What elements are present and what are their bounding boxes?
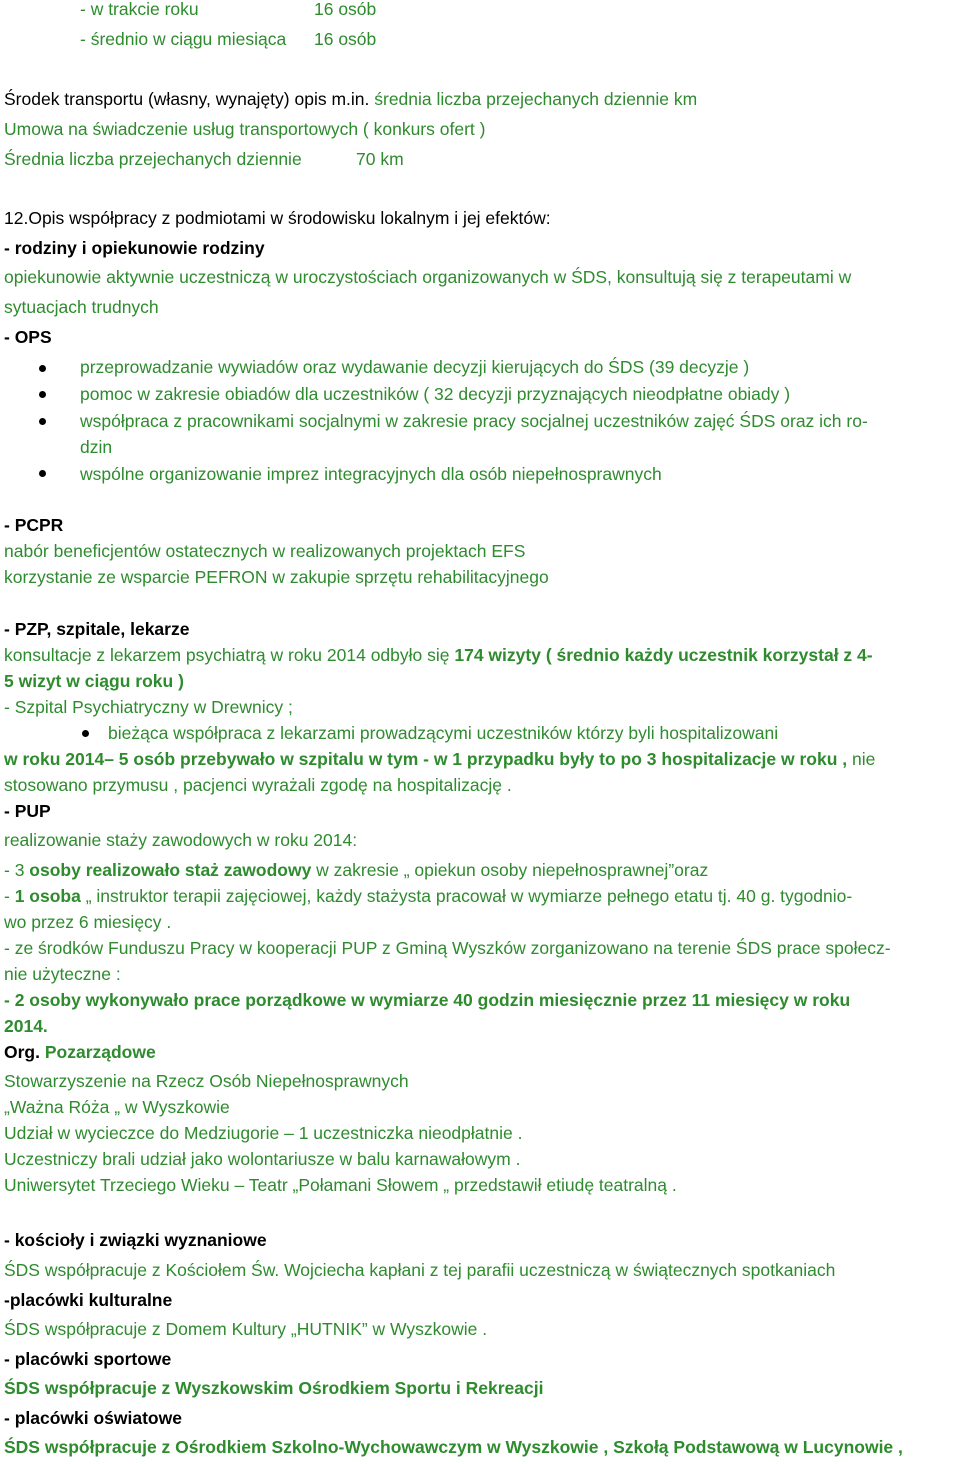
- transport-line-1: Środek transportu (własny, wynajęty) opis m.in. średnia liczba przejechanych dziennie km: [4, 89, 698, 109]
- org-heading: Org. Pozarządowe: [4, 1042, 156, 1062]
- sport-line-1: ŚDS współpracuje z Wyszkowskim Ośrodkiem Sportu i Rekreacji: [4, 1378, 544, 1398]
- year-count-value: 16 osób: [314, 0, 377, 19]
- org-line-5: Uniwersytet Trzeciego Wieku – Teatr „Połamani Słowem „ przedstawił etiudę teatralną .: [4, 1175, 677, 1195]
- bullet-icon: [82, 730, 89, 737]
- pzp-heading: - PZP, szpitale, lekarze: [4, 619, 190, 639]
- monthly-count-label: - średnio w ciągu miesiąca: [80, 29, 287, 49]
- org-line-3: Udział w wycieczce do Medziugorie – 1 uczestniczka nieodpłatnie .: [4, 1123, 523, 1143]
- pup-line-4: wo przez 6 miesięcy .: [4, 912, 172, 932]
- bullet-icon: [39, 391, 46, 398]
- year-count-label: - w trakcie roku: [80, 0, 199, 19]
- pzp-line-3: - Szpital Psychiatryczny w Drewnicy ;: [4, 697, 293, 717]
- ops-item: współpraca z pracownikami socjalnymi w zakresie pracy socjalnej uczestników zajęć ŚDS oraz ich ro-: [80, 411, 868, 431]
- org-line-4: Uczestniczy brali udział jako wolontariusze w balu karnawałowym .: [4, 1149, 521, 1169]
- transport-line-3-value: 70 km: [356, 149, 404, 169]
- bullet-icon: [39, 365, 46, 372]
- pzp-line-5: w roku 2014– 5 osób przebywało w szpitalu w tym - w 1 przypadku były to po 3 hospitalizacje w roku , nie: [4, 749, 876, 769]
- ops-item: pomoc w zakresie obiadów dla uczestników ( 32 decyzji przyznających nieodpłatne obiady ): [80, 384, 791, 404]
- bullet-icon: [39, 470, 46, 477]
- pcpr-line-2: korzystanie ze wsparcie PEFRON w zakupie sprzętu rehabilitacyjnego: [4, 567, 549, 587]
- pzp-line-4: bieżąca współpraca z lekarzami prowadzącymi uczestników którzy byli hospitalizowani: [108, 723, 779, 743]
- pup-line-1: realizowanie staży zawodowych w roku 2014:: [4, 830, 358, 850]
- pzp-line-6: stosowano przymusu , pacjenci wyrażali zgodę na hospitalizację .: [4, 775, 512, 795]
- pup-line-6: nie użyteczne :: [4, 964, 121, 984]
- org-line-2: „Ważna Róża „ w Wyszkowie: [4, 1097, 230, 1117]
- culture-line-1: ŚDS współpracuje z Domem Kultury „HUTNIK” w Wyszkowie .: [4, 1319, 488, 1339]
- families-text-2: sytuacjach trudnych: [4, 297, 159, 317]
- pup-line-2: - 3 osoby realizowało staż zawodowy w zakresie „ opiekun osoby niepełnosprawnej”oraz: [4, 860, 709, 880]
- families-text-1: opiekunowie aktywnie uczestniczą w uroczystościach organizowanych w ŚDS, konsultują się z terapeutami w: [4, 267, 852, 287]
- pup-line-7: - 2 osoby wykonywało prace porządkowe w wymiarze 40 godzin miesięcznie przez 11 miesięcy w roku: [4, 990, 851, 1010]
- edu-heading: - placówki oświatowe: [4, 1408, 182, 1428]
- pcpr-heading: - PCPR: [4, 515, 64, 535]
- pup-heading: - PUP: [4, 801, 51, 821]
- section-12-title: 12.Opis współpracy z podmiotami w środowisku lokalnym i jej efektów:: [4, 208, 551, 228]
- bullet-icon: [39, 418, 46, 425]
- pup-line-5: - ze środków Funduszu Pracy w kooperacji PUP z Gminą Wyszków zorganizowano na terenie ŚDS prace społecz-: [4, 938, 891, 958]
- culture-heading: -placówki kulturalne: [4, 1290, 173, 1310]
- church-heading: - kościoły i związki wyznaniowe: [4, 1230, 267, 1250]
- org-line-1: Stowarzyszenie na Rzecz Osób Niepełnosprawnych: [4, 1071, 409, 1091]
- pup-line-8: 2014.: [4, 1016, 48, 1036]
- sport-heading: - placówki sportowe: [4, 1349, 172, 1369]
- ops-item: wspólne organizowanie imprez integracyjnych dla osób niepełnosprawnych: [80, 464, 662, 484]
- transport-line-2: Umowa na świadczenie usług transportowych ( konkurs ofert ): [4, 119, 486, 139]
- ops-item: przeprowadzanie wywiadów oraz wydawanie decyzji kierujących do ŚDS (39 decyzje ): [80, 357, 750, 377]
- pzp-line-2: 5 wizyt w ciągu roku ): [4, 671, 184, 691]
- pcpr-line-1: nabór beneficjentów ostatecznych w realizowanych projektach EFS: [4, 541, 526, 561]
- families-heading: - rodziny i opiekunowie rodziny: [4, 238, 265, 258]
- church-line-1: ŚDS współpracuje z Kościołem Św. Wojciecha kapłani z tej parafii uczestniczą w świątecznych spotkaniach: [4, 1260, 836, 1280]
- transport-line-3-label: Średnia liczba przejechanych dziennie: [4, 149, 302, 169]
- edu-line-1: ŚDS współpracuje z Ośrodkiem Szkolno-Wychowawczym w Wyszkowie , Szkołą Podstawową w Lucynowie ,: [4, 1437, 903, 1457]
- pzp-line-1: konsultacje z lekarzem psychiatrą w roku 2014 odbyło się 174 wizyty ( średnio każdy uczestnik korzystał z 4-: [4, 645, 873, 665]
- ops-heading: - OPS: [4, 327, 52, 347]
- pup-line-3: - 1 osoba „ instruktor terapii zajęciowej, każdy stażysta pracował w wymiarze pełnego etatu tj. 40 g. tygodnio-: [4, 886, 853, 906]
- monthly-count-value: 16 osób: [314, 29, 377, 49]
- ops-item-cont: dzin: [80, 437, 113, 457]
